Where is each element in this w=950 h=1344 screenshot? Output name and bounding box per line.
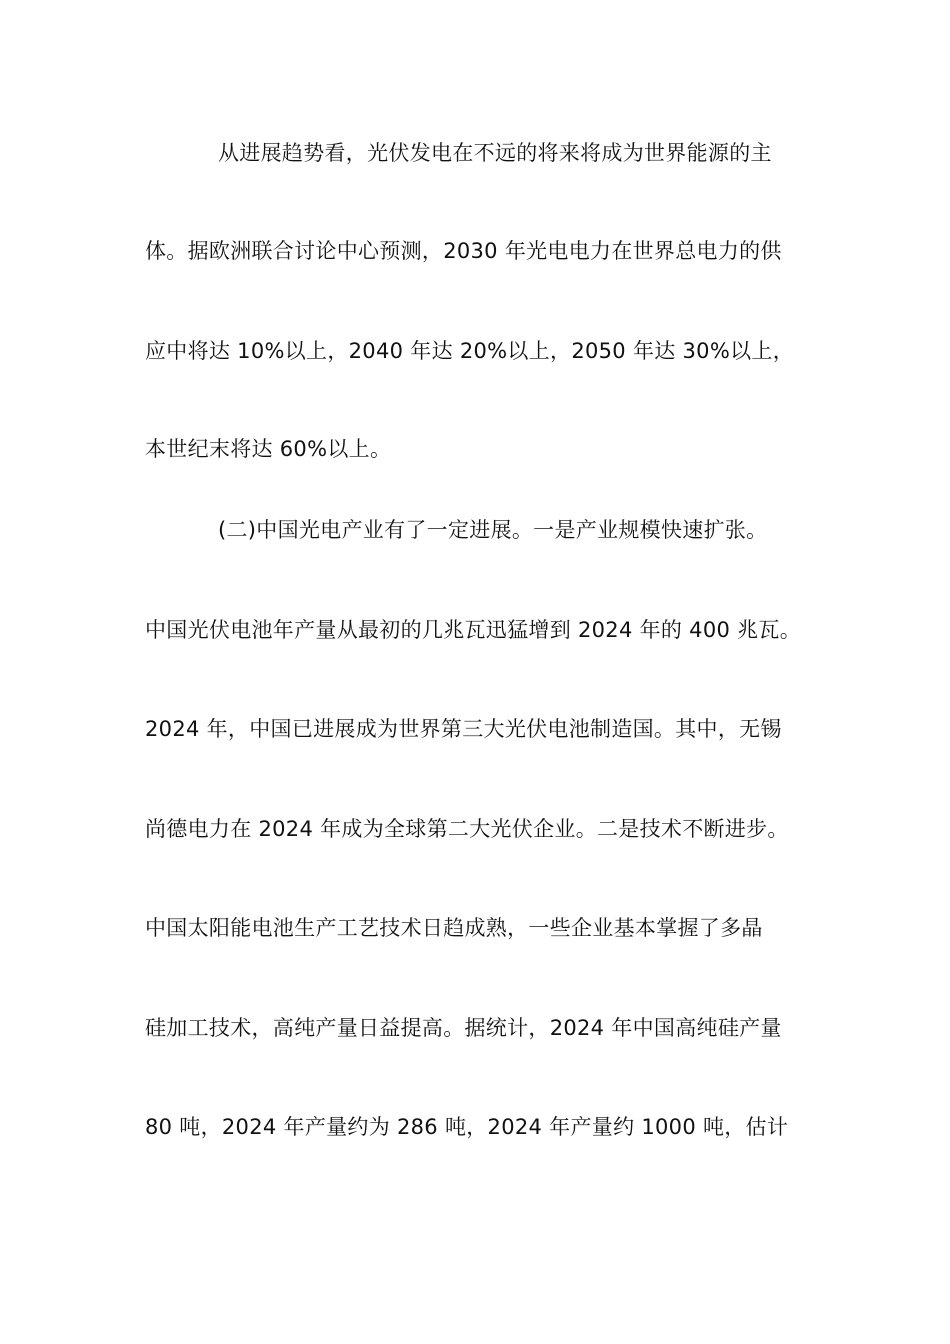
- paragraph-1-line-4: 本世纪末将达 60%以上。: [145, 437, 392, 461]
- paragraph-1-line-3: 应中将达 10%以上，2040 年达 20%以上，2050 年达 30%以上，: [145, 339, 794, 363]
- paragraph-2-line-2: 中国光伏电池年产量从最初的几兆瓦迅猛增到 2024 年的 400 兆瓦。: [145, 618, 802, 642]
- paragraph-2-line-1: (二)中国光电产业有了一定进展。一是产业规模快速扩张。: [218, 518, 768, 542]
- paragraph-2-line-5: 中国太阳能电池生产工艺技术日趋成熟，一些企业基本掌握了多晶: [145, 916, 763, 940]
- paragraph-2-line-6: 硅加工技术，高纯产量日益提高。据统计，2024 年中国高纯硅产量: [145, 1016, 782, 1040]
- paragraph-2-line-4: 尚德电力在 2024 年成为全球第二大光伏企业。二是技术不断进步。: [145, 817, 789, 841]
- paragraph-2-line-3: 2024 年，中国已进展成为世界第三大光伏电池制造国。其中，无锡: [145, 717, 782, 741]
- paragraph-1-line-1: 从进展趋势看，光伏发电在不远的将来将成为世界能源的主: [218, 141, 772, 165]
- paragraph-2-line-7: 80 吨，2024 年产量约为 286 吨，2024 年产量约 1000 吨，估计: [145, 1115, 789, 1139]
- paragraph-1-line-2: 体。据欧洲联合讨论中心预测，2030 年光电电力在世界总电力的供: [145, 239, 782, 263]
